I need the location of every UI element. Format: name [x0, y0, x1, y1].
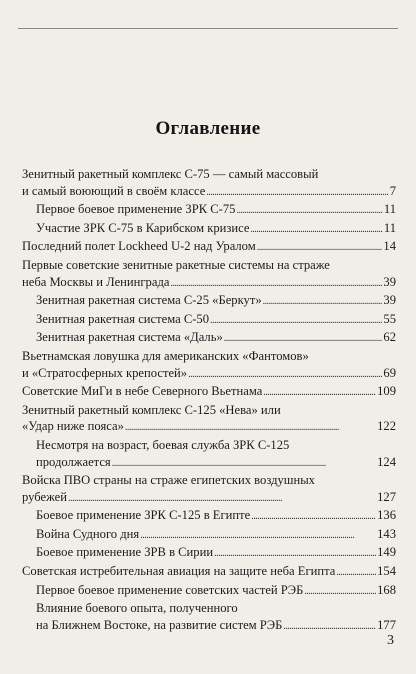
dot-leader [250, 220, 382, 239]
toc-entry-line [22, 383, 396, 402]
toc-page-number: 124 [377, 454, 396, 469]
dot-leader [336, 563, 376, 582]
toc-entry-line [22, 526, 396, 545]
toc-entry-text: Зенитная ракетная система «Даль» [36, 330, 223, 345]
dot-leader [224, 329, 383, 348]
toc-entry-text: Несмотря на возраст, боевая служба ЗРК С-125 [36, 437, 290, 452]
toc-page-number: 177 [377, 617, 396, 632]
toc-entry-text: «Удар ниже пояса» [22, 419, 124, 434]
toc-entry-line [22, 454, 396, 473]
dot-leader [263, 292, 383, 311]
toc-entry-line [22, 348, 396, 365]
dot-leader [206, 183, 388, 202]
toc-entry [22, 238, 396, 257]
toc-entry-line [22, 544, 396, 563]
toc-entry-line [22, 292, 396, 311]
toc-page-number: 127 [377, 489, 396, 504]
toc-entry-text: рубежей [22, 489, 67, 504]
dot-leader [283, 617, 376, 636]
toc-entry-text: Война Судного дня [36, 526, 140, 541]
toc-entry-line [22, 183, 396, 202]
toc-entry-line [22, 582, 396, 601]
toc-entry-text: Советская истребительная авиация на защите неба Египта [22, 564, 336, 579]
toc-entry-text: Вьетнамская ловушка для американских «Фантомов» [22, 348, 309, 363]
toc-entry-line [22, 617, 396, 636]
toc-entry-text: Первое боевое применение советских частей РЭБ [36, 582, 304, 597]
toc-page-number: 11 [383, 220, 396, 235]
dot-leader [68, 489, 376, 508]
toc-entry-text: Зенитный ракетный комплекс С-125 «Нева» или [22, 402, 281, 417]
toc-entry-line [22, 472, 396, 489]
toc-entry-text: продолжается [36, 454, 111, 469]
toc-page-number: 143 [377, 526, 396, 541]
toc-entry [22, 472, 396, 507]
toc-entry-text: Советские МиГи в небе Северного Вьетнама [22, 384, 263, 399]
toc-entry-text: на Ближнем Востоке, на развитие систем РЭБ [36, 617, 283, 632]
toc-entry [22, 220, 396, 239]
toc-entry-line [22, 201, 396, 220]
toc-entry [22, 402, 396, 437]
dot-leader [210, 311, 382, 330]
toc-entry-line [22, 274, 396, 293]
toc-entry-line [22, 563, 396, 582]
toc-entry [22, 383, 396, 402]
toc-entry [22, 437, 396, 472]
toc-page-number: 62 [383, 330, 396, 345]
toc-title: Оглавление [155, 118, 261, 139]
toc-page-number: 122 [377, 419, 396, 434]
toc-entry-text: Участие ЗРК С-75 в Карибском кризисе [36, 220, 250, 235]
toc-page-number: 39 [383, 274, 396, 289]
toc-entry-line [22, 507, 396, 526]
dot-leader [188, 365, 382, 384]
toc-entry-line [22, 329, 396, 348]
toc-entry-line [22, 166, 396, 183]
toc-entry-text: Боевое применение ЗРВ в Сирии [36, 545, 214, 560]
toc-page-number: 154 [377, 564, 396, 579]
toc-entry-line [22, 238, 396, 257]
dot-leader [236, 201, 382, 220]
toc-entry [22, 311, 396, 330]
toc-entry [22, 526, 396, 545]
toc-page-number: 39 [383, 293, 396, 308]
toc-entry-text: Зенитная ракетная система С-25 «Беркут» [36, 293, 262, 308]
dot-leader [170, 274, 382, 293]
toc-page-number: 109 [377, 384, 396, 399]
toc-entry-line [22, 600, 396, 617]
toc-page-number: 7 [389, 183, 396, 198]
dot-leader [214, 544, 376, 563]
toc-page-number: 149 [377, 545, 396, 560]
dot-leader [112, 454, 376, 473]
toc-entry-line [22, 365, 396, 384]
toc-entry [22, 544, 396, 563]
toc-entry-line [22, 311, 396, 330]
toc-entry-text: Боевое применение ЗРК С-125 в Египте [36, 508, 251, 523]
dot-leader [263, 383, 376, 402]
toc-entry [22, 166, 396, 201]
toc-entry-text: Последний полет Lockheed U-2 над Уралом [22, 239, 256, 254]
toc-entry-line [22, 489, 396, 508]
toc-page-number: 136 [377, 508, 396, 523]
dot-leader [304, 582, 376, 601]
toc-entry-line [22, 220, 396, 239]
dot-leader [140, 526, 376, 545]
toc-page-number: 14 [383, 239, 396, 254]
table-of-contents [22, 166, 396, 635]
page-number: 3 [387, 633, 394, 648]
toc-entry-text: неба Москвы и Ленинграда [22, 274, 170, 289]
toc-entry [22, 507, 396, 526]
toc-page-number: 11 [383, 202, 396, 217]
toc-entry [22, 257, 396, 292]
toc-entry-text: Зенитная ракетная система С-50 [36, 311, 210, 326]
toc-entry-text: Войска ПВО страны на страже египетских воздушных [22, 473, 315, 488]
toc-entry-text: и «Стратосферных крепостей» [22, 365, 188, 380]
toc-entry [22, 582, 396, 601]
toc-entry-line [22, 257, 396, 274]
toc-entry-line [22, 418, 396, 437]
toc-entry-line [22, 402, 396, 419]
dot-leader [125, 418, 376, 437]
toc-entry [22, 600, 396, 635]
dot-leader [251, 507, 376, 526]
toc-entry-text: Первые советские зенитные ракетные системы на страже [22, 257, 330, 272]
toc-page-number: 168 [377, 582, 396, 597]
toc-entry-text: Зенитный ракетный комплекс С-75 — самый массовый [22, 167, 319, 181]
dot-leader [257, 238, 383, 257]
toc-entry-text: и самый воюющий в своём классе [22, 183, 206, 198]
toc-page-number: 69 [383, 365, 396, 380]
toc-page-number: 55 [383, 311, 396, 326]
toc-entry [22, 348, 396, 383]
toc-entry [22, 292, 396, 311]
toc-entry [22, 563, 396, 582]
toc-entry [22, 329, 396, 348]
toc-entry-line [22, 437, 396, 454]
toc-entry [22, 201, 396, 220]
header-rule [18, 28, 398, 29]
toc-entry-text: Первое боевое применение ЗРК С-75 [36, 202, 236, 217]
toc-entry-text: Влияние боевого опыта, полученного [36, 601, 238, 616]
